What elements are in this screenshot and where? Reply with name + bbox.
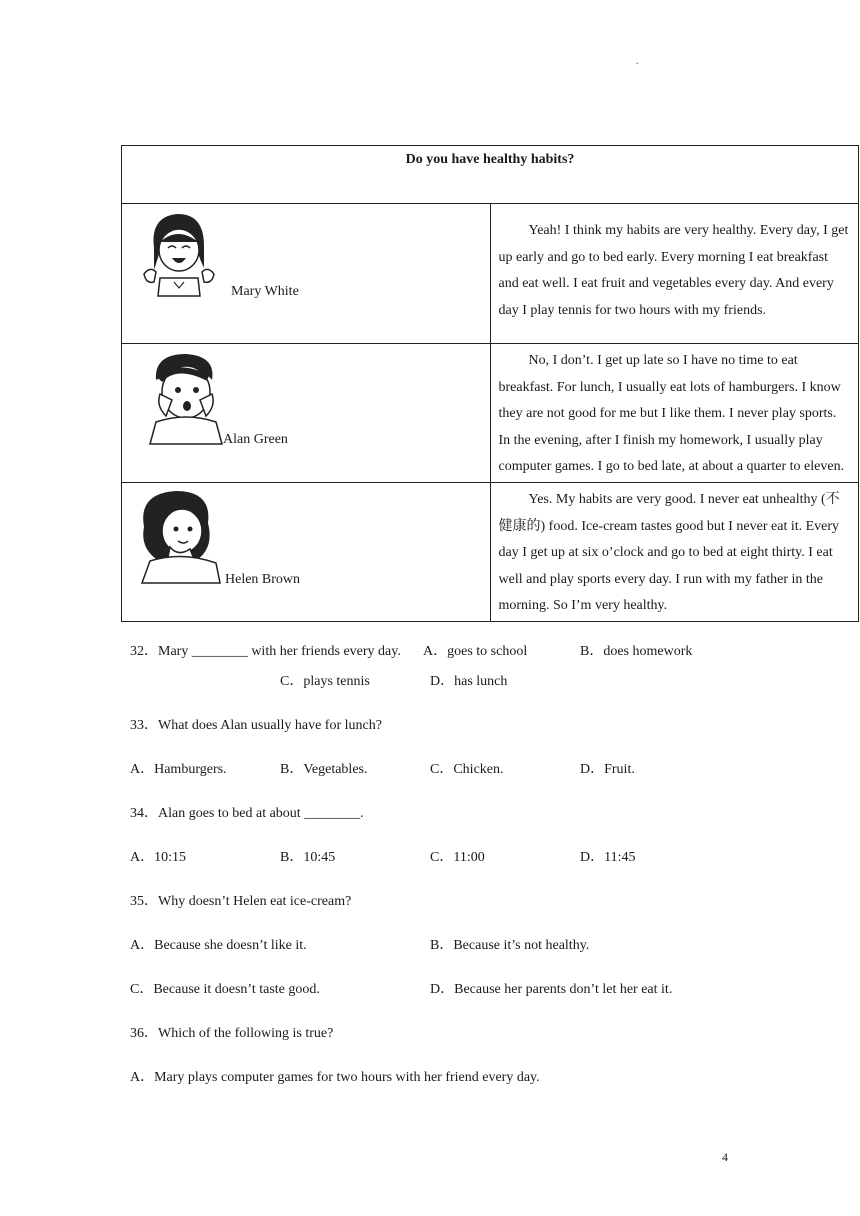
boy-surprised-icon — [146, 350, 226, 446]
habits-table — [121, 145, 859, 622]
question-32-option-c: C．plays tennis — [280, 674, 370, 689]
question-35-option-d: D．Because her parents don’t let her eat it. — [430, 982, 673, 997]
page-number: 4 — [722, 1150, 728, 1164]
question-35-option-a: A．Because she doesn’t like it. — [130, 938, 307, 953]
question-32-option-a: A．goes to school — [423, 644, 528, 659]
question-35-option-c: C．Because it doesn’t taste good. — [130, 982, 320, 997]
question-36-stem: 36．Which of the following is true? — [130, 1026, 334, 1041]
girl-thinking-icon — [136, 487, 222, 587]
question-33-option-b: B．Vegetables. — [280, 762, 368, 777]
girl-laughing-icon — [138, 208, 220, 298]
question-34-option-a: A．10:15 — [130, 850, 186, 865]
question-35-stem: 35．Why doesn’t Helen eat ice-cream? — [130, 894, 352, 909]
question-33-option-c: C．Chicken. — [430, 762, 504, 777]
person-name: Helen Brown — [225, 572, 301, 587]
question-33-option-a: A．Hamburgers. — [130, 762, 227, 777]
person-name: Mary White — [231, 284, 299, 299]
question-35-option-b: B．Because it’s not healthy. — [430, 938, 590, 953]
person-name: Alan Green — [223, 432, 288, 447]
question-34-option-c: C．11:00 — [430, 850, 485, 865]
person-statement: Yes. My habits are very good. I never eat unhealthy (不健康的) food. Ice-cream tastes good but I never eat it. Every day I get up at six o’clock and go to bed at eight thirty. I eat well and play sports every day. I run with my father in the morning. So I’m very healthy. — [490, 483, 859, 622]
question-34-option-d: D．11:45 — [580, 850, 636, 865]
question-32-option-d: D．has lunch — [430, 674, 508, 689]
question-33-option-d: D．Fruit. — [580, 762, 635, 777]
question-34-stem: 34．Alan goes to bed at about ________. — [130, 806, 364, 821]
person-statement: Yeah! I think my habits are very healthy. Every day, I get up early and go to bed early. Every morning I eat breakfast and eat well. I eat fruit and vegetables every day. And every day I play tennis for two hours with my friends. — [490, 204, 859, 344]
question-32-stem: 32．Mary ________ with her friends every day. — [130, 644, 401, 659]
person-statement: No, I don’t. I get up late so I have no time to eat breakfast. For lunch, I usually eat lots of hamburgers. I know they are not good for me but I like them. I never play sports. In the evening, after I finish my homework, I usually play computer games. I go to bed late, at about a quarter to eleven. — [490, 344, 859, 483]
person-cell — [122, 344, 491, 483]
table-row — [122, 483, 859, 622]
table-title: Do you have healthy habits? — [122, 146, 859, 204]
person-cell — [122, 483, 491, 622]
question-32-option-b: B．does homework — [580, 644, 693, 659]
question-36-option-a: A．Mary plays computer games for two hours with her friend every day. — [130, 1070, 540, 1085]
question-34-option-b: B．10:45 — [280, 850, 336, 865]
header-mark: . — [636, 56, 639, 67]
table-row — [122, 204, 859, 344]
person-cell — [122, 204, 491, 344]
question-33-stem: 33．What does Alan usually have for lunch? — [130, 718, 382, 733]
table-row — [122, 344, 859, 483]
